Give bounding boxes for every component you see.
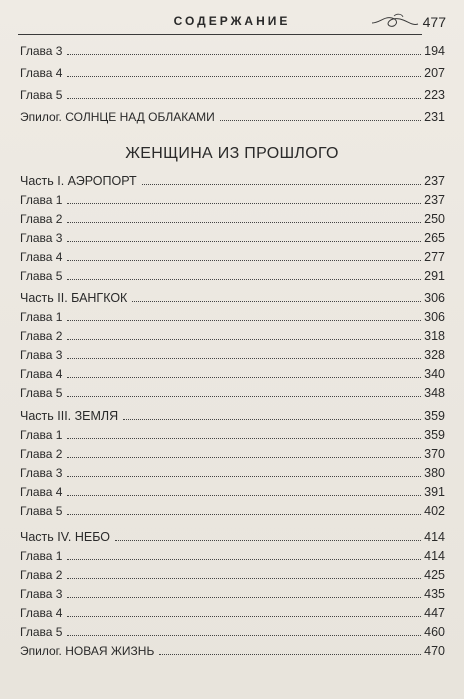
header-rule	[18, 34, 422, 35]
dot-leader	[123, 419, 421, 420]
toc-chapter-label: Глава 1	[20, 428, 63, 442]
toc-chapter-page: 435	[424, 587, 445, 601]
toc-entry-label: Глава 5	[20, 88, 63, 102]
toc-entry-page: 223	[424, 88, 445, 102]
toc-entry-label: Глава 3	[20, 44, 63, 58]
toc-chapter-page: 328	[424, 348, 445, 362]
toc-chapter-entry	[20, 189, 445, 207]
toc-entry	[20, 106, 445, 124]
toc-part-label: Часть III. ЗЕМЛЯ	[20, 409, 119, 423]
toc-chapter-label: Глава 1	[20, 549, 63, 563]
toc-entry-page: 231	[424, 110, 445, 124]
toc-chapter-page: 348	[424, 386, 445, 400]
dot-leader	[67, 396, 421, 397]
toc-chapter-page: 277	[424, 250, 445, 264]
toc-part-page: 237	[424, 174, 445, 188]
toc-chapter-label: Глава 3	[20, 466, 63, 480]
toc-chapter-entry	[20, 246, 445, 264]
toc-chapter-page: 359	[424, 428, 445, 442]
toc-chapter-label: Глава 4	[20, 606, 63, 620]
toc-chapter-entry	[20, 265, 445, 283]
toc-chapter-entry	[20, 227, 445, 245]
dot-leader	[67, 241, 421, 242]
toc-part-entry	[20, 287, 445, 305]
toc-part-entry	[20, 526, 445, 544]
toc-chapter-page: 370	[424, 447, 445, 461]
toc-chapter-entry	[20, 564, 445, 582]
dot-leader	[67, 578, 421, 579]
toc-chapter-entry	[20, 621, 445, 639]
toc-entry	[20, 40, 445, 58]
toc-entry-label: Глава 4	[20, 66, 63, 80]
toc-chapter-entry	[20, 602, 445, 620]
toc-part-label: Часть I. АЭРОПОРТ	[20, 174, 137, 188]
dot-leader	[67, 377, 421, 378]
toc-chapter-page: 340	[424, 367, 445, 381]
toc-chapter-entry	[20, 545, 445, 563]
flourish-ornament-icon	[370, 12, 420, 34]
running-header-title: СОДЕРЖАНИЕ	[173, 14, 291, 28]
toc-chapter-page: 414	[424, 549, 445, 563]
toc-chapter-entry	[20, 382, 445, 400]
toc-entry	[20, 62, 445, 80]
toc-chapter-entry	[20, 443, 445, 461]
dot-leader	[142, 184, 422, 185]
toc-chapter-entry	[20, 306, 445, 324]
dot-leader	[67, 476, 421, 477]
toc-chapter-label: Глава 2	[20, 329, 63, 343]
toc-chapter-entry	[20, 462, 445, 480]
dot-leader	[159, 654, 421, 655]
dot-leader	[67, 514, 421, 515]
toc-chapter-label: Глава 1	[20, 193, 63, 207]
toc-part-label: Часть IV. НЕБО	[20, 530, 111, 544]
running-header	[0, 12, 464, 34]
toc-part-entry	[20, 405, 445, 423]
toc-chapter-entry	[20, 500, 445, 518]
dot-leader	[67, 203, 421, 204]
toc-chapter-entry	[20, 424, 445, 442]
toc-chapter-label: Глава 5	[20, 625, 63, 639]
dot-leader	[67, 616, 421, 617]
toc-part-page: 414	[424, 530, 445, 544]
toc-chapter-page: 402	[424, 504, 445, 518]
dot-leader	[67, 495, 421, 496]
toc-chapter-entry	[20, 208, 445, 226]
toc-chapter-label: Глава 3	[20, 231, 63, 245]
toc-chapter-page: 306	[424, 310, 445, 324]
toc-chapter-page: 460	[424, 625, 445, 639]
toc-entry-page: 194	[424, 44, 445, 58]
toc-chapter-label: Глава 4	[20, 367, 63, 381]
toc-chapter-entry	[20, 363, 445, 381]
toc-entry	[20, 84, 445, 102]
toc-chapter-label: Глава 1	[20, 310, 63, 324]
toc-chapter-entry	[20, 583, 445, 601]
toc-chapter-page: 447	[424, 606, 445, 620]
dot-leader	[67, 279, 421, 280]
dot-leader	[67, 597, 421, 598]
toc-chapter-label: Глава 3	[20, 348, 63, 362]
dot-leader	[220, 120, 421, 121]
toc-chapter-label: Глава 5	[20, 504, 63, 518]
dot-leader	[67, 438, 421, 439]
dot-leader	[67, 559, 421, 560]
toc-epilogue-label: Эпилог. НОВАЯ ЖИЗНЬ	[20, 644, 155, 658]
page-number: 477	[422, 14, 446, 30]
dot-leader	[67, 339, 421, 340]
toc-part-label: Часть II. БАНГКОК	[20, 291, 128, 305]
toc-chapter-label: Глава 4	[20, 485, 63, 499]
toc-epilogue-entry	[20, 640, 445, 658]
dot-leader	[67, 358, 421, 359]
toc-part-page: 306	[424, 291, 445, 305]
dot-leader	[67, 635, 421, 636]
toc-chapter-entry	[20, 344, 445, 362]
toc-chapter-label: Глава 5	[20, 269, 63, 283]
toc-entry-label: Эпилог. СОЛНЦЕ НАД ОБЛАКАМИ	[20, 110, 215, 124]
toc-chapter-label: Глава 4	[20, 250, 63, 264]
dot-leader	[67, 222, 421, 223]
dot-leader	[67, 76, 421, 77]
toc-chapter-label: Глава 2	[20, 447, 63, 461]
dot-leader	[67, 54, 421, 55]
toc-entry-page: 207	[424, 66, 445, 80]
toc-chapter-page: 318	[424, 329, 445, 343]
dot-leader	[67, 457, 421, 458]
toc-chapter-page: 380	[424, 466, 445, 480]
toc-chapter-label: Глава 3	[20, 587, 63, 601]
toc-chapter-label: Глава 2	[20, 568, 63, 582]
toc-chapter-page: 250	[424, 212, 445, 226]
toc-chapter-page: 391	[424, 485, 445, 499]
toc-chapter-entry	[20, 325, 445, 343]
dot-leader	[67, 98, 421, 99]
toc-chapter-page: 237	[424, 193, 445, 207]
toc-chapter-page: 425	[424, 568, 445, 582]
dot-leader	[115, 540, 421, 541]
toc-chapter-page: 291	[424, 269, 445, 283]
toc-epilogue-page: 470	[424, 644, 445, 658]
section-title: ЖЕНЩИНА ИЗ ПРОШЛОГО	[125, 145, 339, 162]
toc-chapter-page: 265	[424, 231, 445, 245]
toc-part-entry	[20, 170, 445, 188]
dot-leader	[67, 260, 421, 261]
toc-part-page: 359	[424, 409, 445, 423]
toc-chapter-label: Глава 2	[20, 212, 63, 226]
toc-chapter-label: Глава 5	[20, 386, 63, 400]
toc-chapter-entry	[20, 481, 445, 499]
dot-leader	[67, 320, 421, 321]
dot-leader	[132, 301, 421, 302]
